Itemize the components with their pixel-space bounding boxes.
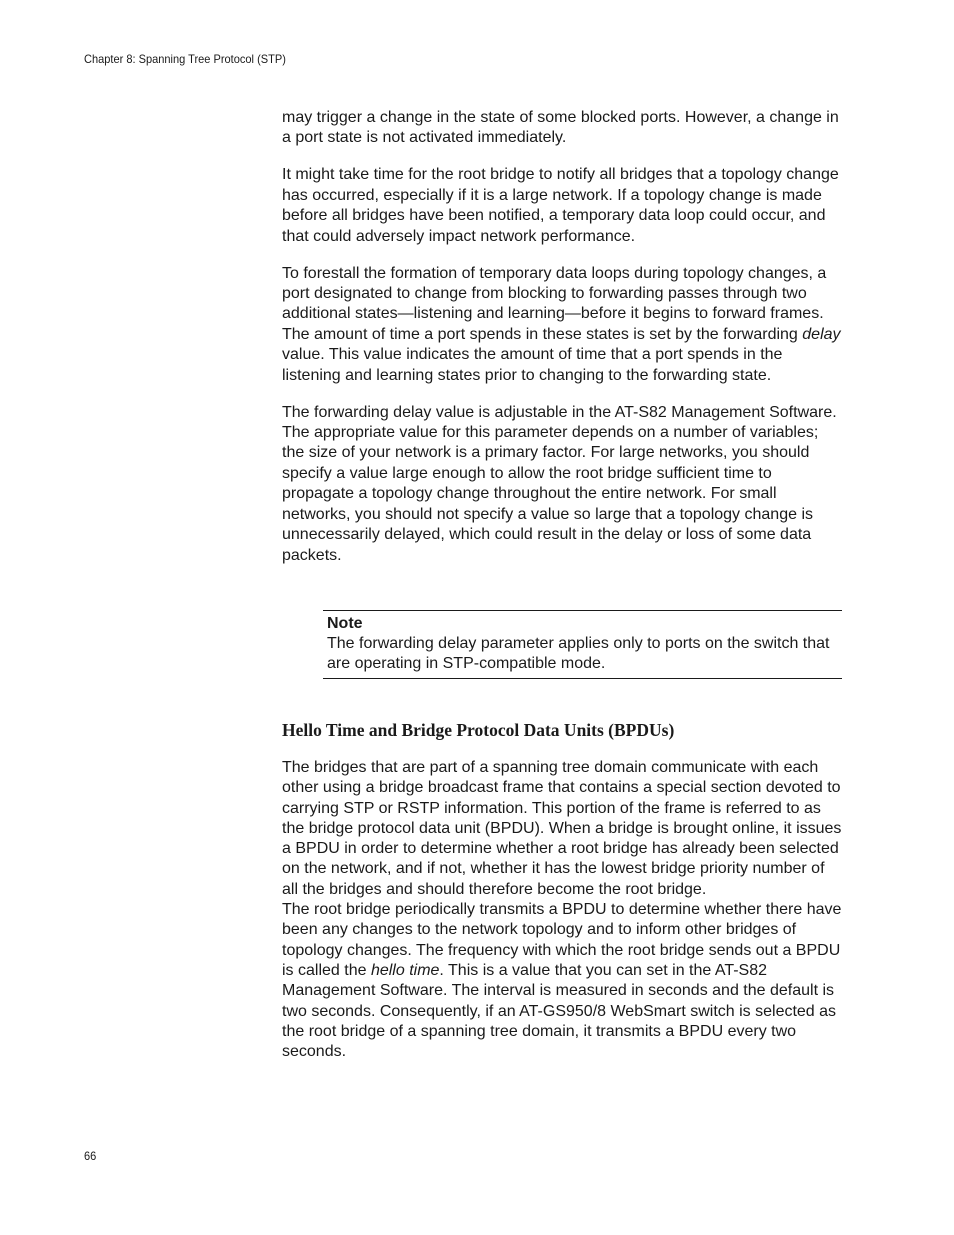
paragraph: The forwarding delay value is adjustable in the AT-S82 Management Software. The appropriate value for this parameter depends on a number of variables; the size of your network is a primary factor. For large networks, you should specify a value large enough to allow the root bridge sufficient time to propagate a topology change throughout the entire network. For small networks, you should not specify a value so large that a topology change is unnecessarily delayed, which could result in the delay or loss of some data packets. (282, 403, 837, 564)
note-box (323, 610, 842, 679)
note-title: Note (327, 615, 363, 632)
body-text-upper (282, 108, 844, 566)
paragraph: may trigger a change in the state of some blocked ports. However, a change in a port state is not activated immediately. (282, 109, 839, 147)
running-header: Chapter 8: Spanning Tree Protocol (STP) (84, 52, 286, 66)
section-heading: Hello Time and Bridge Protocol Data Units (BPDUs) (282, 720, 675, 740)
paragraph (282, 900, 844, 1062)
paragraph: It might take time for the root bridge to notify all bridges that a topology change has occurred, especially if it is a large network. If a topology change is made before all bridges have been notified, a temporary data loop could occur, and that could adversely impact network performance. (282, 166, 839, 245)
paragraph: The bridges that are part of a spanning tree domain communicate with each other using a bridge broadcast frame that contains a special section devoted to carrying STP or RSTP information. This portion of the frame is referred to as the bridge protocol data unit (BPDU). When a bridge is brought online, it issues a BPDU in order to determine whether a root bridge has already been selected on the network, and if not, whether it has the lowest bridge priority number of all the bridges and should therefore become the root bridge. (282, 759, 842, 898)
emphasis-term: hello time (370, 961, 440, 979)
note-body: The forwarding delay parameter applies only to ports on the switch that are operating in STP-compatible mode. (327, 635, 830, 673)
emphasis-term: delay (802, 325, 841, 343)
body-text-lower (282, 758, 844, 1079)
paragraph (282, 264, 844, 386)
paragraph-text: To forestall the formation of temporary data loops during topology changes, a port designated to change from blocking to forwarding passes through two additional states—listening and learning—before it begins to forward frames. The amount of time a port spends in these states is set by the forwarding (282, 264, 827, 343)
paragraph-text: The root bridge periodically transmits a BPDU to determine whether there have been any changes to the network topology and to inform other bridges of topology changes. The frequency with which the root bridge sends out a BPDU is called the (282, 901, 842, 979)
paragraph-text: . This is a value that you can set in the AT-S82 Management Software. The interval is measured in seconds and the default is two seconds. Consequently, if an AT-GS950/8 WebSmart switch is selected as the root bridge of a spanning tree domain, it transmits a BPDU every two seconds. (282, 961, 837, 1061)
paragraph-text: value. This value indicates the amount of time that a port spends in the listening and learning states prior to changing to the forwarding state. (282, 346, 783, 384)
page-number: 66 (84, 1149, 97, 1163)
